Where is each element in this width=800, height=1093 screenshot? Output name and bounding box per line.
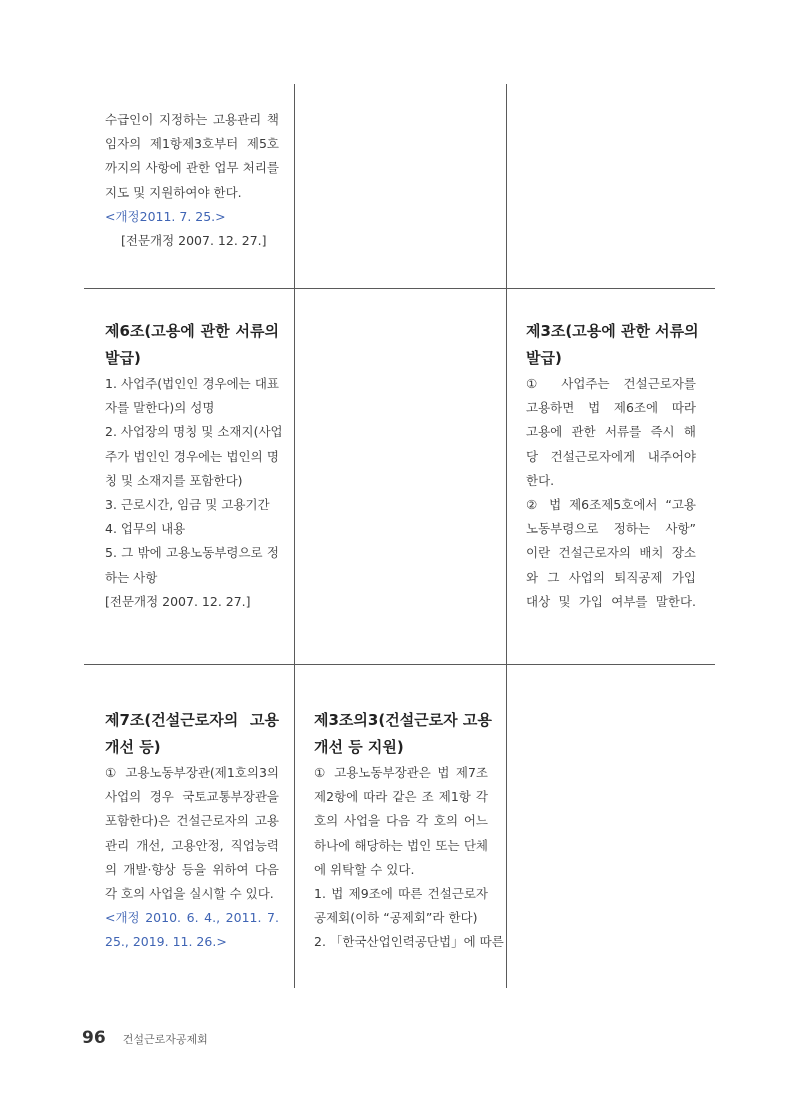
text-line: ① 사업주는 건설근로자를: [526, 376, 696, 391]
text-line: 고용하면 법 제6조에 따라: [526, 400, 696, 416]
text-line: 하는 사항: [105, 569, 158, 585]
text-line: 1. 사업주(법인인 경우에는 대표: [105, 376, 279, 391]
article-heading: 제6조(고용에 관한 서류의: [105, 322, 279, 340]
text-line: 에 위탁할 수 있다.: [314, 861, 415, 877]
text-line: 포함한다)은 건설근로자의 고용: [105, 813, 279, 829]
text-line: 의 개발·향상 등을 위하여 다음: [105, 861, 279, 877]
row3-law-cell: [105, 707, 279, 955]
text-line: 3. 근로시간, 임금 및 고용기간: [105, 497, 270, 513]
article-heading: 제3조의3(건설근로자 고용: [314, 711, 492, 729]
text-line: 제2항에 따라 같은 조 제1항 각: [314, 789, 488, 805]
full-revision-note: [전문개정 2007. 12. 27.]: [105, 593, 251, 609]
article-heading: 발급): [105, 349, 141, 367]
text-line: 자를 말한다)의 성명: [105, 400, 215, 416]
footer-title: 건설근로자공제회: [122, 1033, 208, 1046]
article-heading: 개선 등): [105, 738, 161, 756]
text-line: 까지의 사항에 관한 업무 처리를: [105, 160, 279, 176]
text-line: 하나에 해당하는 법인 또는 단체: [314, 837, 488, 853]
text-line: 고용에 관한 서류를 즉시 해: [526, 424, 696, 440]
text-line: ② 법 제6조제5호에서 “고용: [526, 497, 696, 513]
text-line: 공제회(이하 “공제회”라 한다): [314, 910, 478, 926]
text-line: 지도 및 지원하여야 한다.: [105, 184, 242, 200]
text-line: 호의 사업을 다음 각 호의 어느: [314, 813, 488, 829]
article-heading: 제7조(건설근로자의 고용: [105, 711, 279, 729]
amendment-note: <개정2011. 7. 25.>: [105, 208, 226, 224]
text-line: 수급인이 지정하는 고용관리 책: [105, 112, 279, 127]
amendment-note: 25., 2019. 11. 26.>: [105, 934, 227, 950]
page-number: 96: [82, 1028, 106, 1048]
text-line: ① 고용노동부장관은 법 제7조: [314, 765, 488, 780]
text-line: 와 그 사업의 퇴직공제 가입: [526, 569, 696, 585]
text-line: 각 호의 사업을 실시할 수 있다.: [105, 886, 274, 902]
text-line: 칭 및 소재지를 포함한다): [105, 472, 243, 488]
text-line: 대상 및 가입 여부를 말한다.: [526, 593, 696, 609]
text-line: 관리 개선, 고용안정, 직업능력: [105, 837, 279, 853]
row3-decree-cell: [314, 707, 504, 955]
column-divider-1: [294, 84, 295, 988]
row-divider-2: [84, 664, 715, 665]
row-divider-1: [84, 288, 715, 289]
amendment-note: <개정 2010. 6. 4., 2011. 7.: [105, 910, 279, 926]
row2-law-cell: [105, 318, 283, 614]
article-heading: 제3조(고용에 관한 서류의: [526, 322, 699, 340]
text-line: 1. 법 제9조에 따른 건설근로자: [314, 886, 488, 902]
text-line: ① 고용노동부장관(제1호의3의: [105, 765, 279, 780]
article-heading: 개선 등 지원): [314, 738, 404, 756]
text-line: 사업의 경우 국토교통부장관을: [105, 789, 279, 805]
text-line: 주가 법인인 경우에는 법인의 명: [105, 448, 279, 464]
text-line: 한다.: [526, 472, 555, 488]
text-line: 이란 건설근로자의 배치 장소: [526, 545, 696, 561]
text-line: 5. 그 밖에 고용노동부령으로 정: [105, 545, 279, 561]
text-line: 2. 사업장의 명칭 및 소재지(사업: [105, 424, 283, 440]
page-footer: [82, 1028, 208, 1048]
row1-law-cell: [105, 108, 279, 253]
text-line: 노동부령으로 정하는 사항”: [526, 521, 696, 537]
column-divider-2: [506, 84, 507, 988]
text-line: 임자의 제1항제3호부터 제5호: [105, 136, 279, 152]
row2-rule-cell: [526, 318, 699, 614]
text-line: 2. 「한국산업인력공단법」에 따른: [314, 934, 504, 950]
text-line: 4. 업무의 내용: [105, 521, 186, 537]
text-line: 당 건설근로자에게 내주어야: [526, 448, 696, 464]
article-heading: 발급): [526, 349, 562, 367]
full-revision-note: [전문개정 2007. 12. 27.]: [121, 233, 267, 249]
